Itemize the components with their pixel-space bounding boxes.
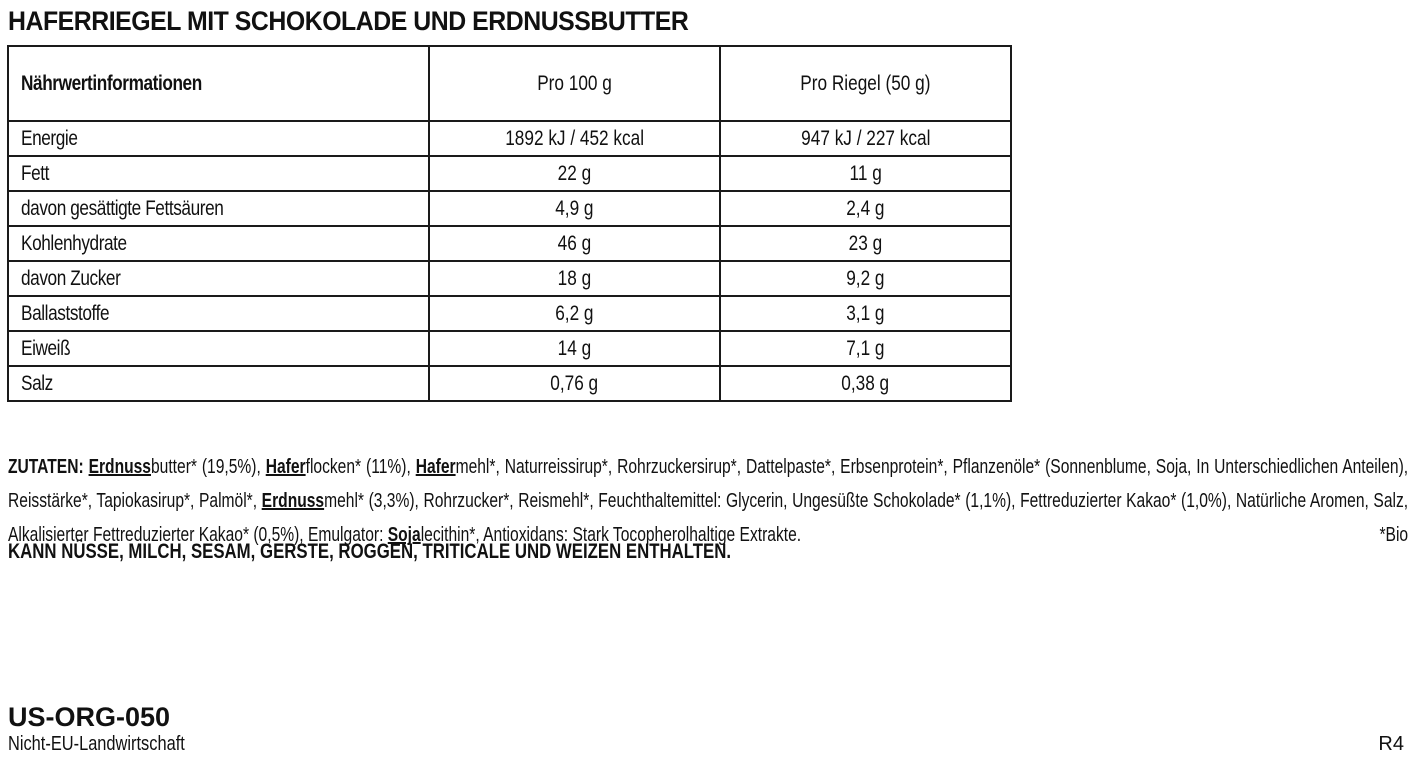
- allergen-highlight: Erdnuss: [88, 456, 151, 478]
- column-header: [720, 46, 1011, 121]
- table-row: [8, 226, 1011, 261]
- table-row: [8, 156, 1011, 191]
- value-text: 18 g: [557, 266, 592, 290]
- value-per-bar: [720, 191, 1011, 226]
- value-per-100g: [429, 156, 720, 191]
- nutrient-label: [8, 366, 429, 401]
- allergen-highlight: Soja: [387, 524, 421, 546]
- nutrient-label-text: Energie: [21, 126, 78, 150]
- nutrient-label: [8, 226, 429, 261]
- nutrient-label: [8, 261, 429, 296]
- table-row: [8, 121, 1011, 156]
- nutrient-label-text: Salz: [21, 371, 53, 395]
- value-per-100g: [429, 366, 720, 401]
- value-per-100g: [429, 296, 720, 331]
- ingredients-segment: mehl*, Naturreissirup*, Rohrzuckersirup*, Dattelpaste*, Erbsenprotein*, Pflanzenöle* (Sonnenblume, Soja, In Unterschiedlichen Anteilen), Reisstärke*, Tapiokasirup*, Palmöl*,: [8, 456, 1409, 512]
- product-title: HAFERRIEGEL MIT SCHOKOLADE UND ERDNUSSBUTTER: [8, 6, 689, 36]
- table-header-row: [8, 46, 1011, 121]
- value-text: 23 g: [848, 231, 883, 255]
- value-text: 947 kJ / 227 kcal: [800, 126, 931, 150]
- nutrient-label-text: davon Zucker: [21, 266, 121, 290]
- nutrient-label: [8, 156, 429, 191]
- allergen-highlight: Hafer: [415, 456, 456, 478]
- nutrient-label: [8, 331, 429, 366]
- nutrient-label: [8, 121, 429, 156]
- ingredients-segment: mehl* (3,3%), Rohrzucker*, Reismehl*, Feuchthaltemittel: Glycerin, Ungesüßte Schokolade* (1,1%), Fettreduzierter Kakao* (1,0%), Natürliche Aromen, Salz, Alkalisierter Fettreduzierter Kakao* (0,5%), Emulgator:: [8, 490, 1409, 546]
- nutrient-label-text: Ballaststoffe: [21, 301, 110, 325]
- value-text: 14 g: [557, 336, 592, 360]
- value-text: 2,4 g: [846, 196, 885, 220]
- value-per-bar: [720, 156, 1011, 191]
- value-per-bar: [720, 331, 1011, 366]
- column-header: [8, 46, 429, 121]
- value-text: 9,2 g: [846, 266, 885, 290]
- nutrient-label-text: Kohlenhydrate: [21, 231, 127, 255]
- value-per-bar: [720, 121, 1011, 156]
- value-per-bar: [720, 261, 1011, 296]
- value-text: 6,2 g: [555, 301, 594, 325]
- ingredients-label: ZUTATEN:: [8, 456, 84, 478]
- certification-code: US-ORG-050: [8, 702, 171, 732]
- table-row: [8, 261, 1011, 296]
- value-per-bar: [720, 226, 1011, 261]
- value-text: 0,76 g: [550, 371, 599, 395]
- value-text: 4,9 g: [555, 196, 594, 220]
- column-header-label: Pro 100 g: [537, 71, 612, 95]
- column-header-label: Nährwertinformationen: [21, 71, 202, 95]
- nutrient-label-text: davon gesättigte Fettsäuren: [21, 196, 224, 220]
- ingredients-segment: lecithin*, Antioxidans: Stark Tocopherolhaltige Extrakte.: [420, 524, 802, 546]
- nutrient-label: [8, 191, 429, 226]
- nutrient-label-text: Eiweiß: [21, 336, 71, 360]
- nutrient-label: [8, 296, 429, 331]
- value-text: 22 g: [557, 161, 592, 185]
- ingredients-text: [8, 450, 1408, 552]
- ingredients-segment: butter* (19,5%),: [150, 456, 266, 478]
- allergen-highlight: Erdnuss: [261, 490, 325, 512]
- nutrient-label-text: Fett: [21, 161, 50, 185]
- value-text: 7,1 g: [846, 336, 885, 360]
- allergen-highlight: Hafer: [265, 456, 306, 478]
- nutrition-table: [7, 45, 1012, 402]
- table-row: [8, 191, 1011, 226]
- value-text: 11 g: [849, 161, 882, 185]
- value-text: 3,1 g: [846, 301, 885, 325]
- revision-label: R4: [1378, 733, 1404, 755]
- value-per-bar: [720, 366, 1011, 401]
- value-per-100g: [429, 331, 720, 366]
- value-text: 46 g: [557, 231, 592, 255]
- value-per-100g: [429, 261, 720, 296]
- column-header: [429, 46, 720, 121]
- value-text: 1892 kJ / 452 kcal: [505, 126, 644, 150]
- table-row: [8, 366, 1011, 401]
- table-row: [8, 331, 1011, 366]
- allergen-warning: KANN NÜSSE, MILCH, SESAM, GERSTE, ROGGEN, TRITICALE UND WEIZEN ENTHALTEN.: [8, 540, 732, 563]
- ingredients-segment: flocken* (11%),: [305, 456, 416, 478]
- table-row: [8, 296, 1011, 331]
- value-per-100g: [429, 121, 720, 156]
- value-per-bar: [720, 296, 1011, 331]
- value-per-100g: [429, 191, 720, 226]
- column-header-label: Pro Riegel (50 g): [800, 71, 931, 95]
- value-text: 0,38 g: [841, 371, 890, 395]
- bio-note: *Bio: [1379, 524, 1409, 546]
- value-per-100g: [429, 226, 720, 261]
- origin-text: Nicht-EU-Landwirtschaft: [8, 733, 185, 755]
